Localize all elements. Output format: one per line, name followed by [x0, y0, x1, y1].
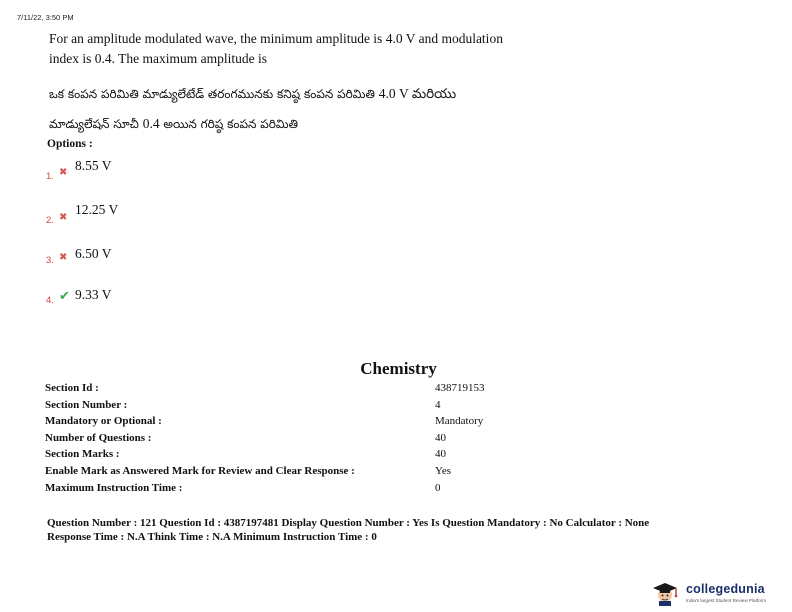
collegedunia-logo [646, 580, 792, 606]
cross-icon: ✖ [59, 252, 68, 263]
info-key: Maximum Instruction Time : [45, 481, 183, 494]
question-telugu-line-2 [49, 109, 574, 139]
cross-icon: ✖ [59, 167, 68, 178]
logo-tagline: India's largest Student Review Platform [686, 598, 767, 603]
option-text: 9.33 V [75, 287, 112, 302]
cross-icon: ✖ [59, 212, 68, 223]
options-label: Options : [47, 138, 93, 150]
option-number: 4. [46, 295, 54, 306]
info-key: Enable Mark as Answered Mark for Review and Clear Response : [45, 464, 355, 477]
question-telugu-line-1 [49, 79, 574, 109]
question-meta [47, 517, 747, 544]
option-number: 3. [46, 255, 54, 266]
option-text: 6.50 V [75, 246, 112, 261]
info-value: 4 [435, 398, 441, 411]
telugu-line-2-text-end: అయిన గరిష్ఠ కంపన పరిమితి [159, 117, 298, 131]
question-meta-line-1: Question Number : 121 Question Id : 4387197481 Display Question Number : Yes Is Question Mandatory : No Calculator : None [47, 517, 650, 529]
info-value: 0 [435, 481, 441, 494]
checkmark-icon: ✔ [59, 289, 70, 304]
info-key: Section Marks : [45, 448, 120, 461]
logo-brand-text: collegedunia [686, 582, 765, 596]
info-key: Mandatory or Optional : [45, 415, 162, 428]
telugu-line-2-text: మాడ్యులేషన్ సూచీ [49, 117, 143, 131]
question-meta-line-2: Response Time : N.A Think Time : N.A Minimum Instruction Time : 0 [47, 530, 377, 543]
info-key: Section Number : [45, 398, 128, 411]
info-key: Number of Questions : [45, 431, 152, 444]
telugu-line-2-value: 0.4 [142, 116, 160, 131]
option-number: 2. [46, 215, 54, 226]
question-text-telugu [49, 79, 574, 139]
info-key: Section Id : [45, 382, 99, 394]
telugu-line-1-text: ఒక కంపన పరిమితి మాడ్యులేటేడ్ తరంగమునకు కనిష్ఠ కంపన పరిమితి [49, 87, 379, 101]
option-text: 12.25 V [75, 202, 119, 217]
telugu-line-1-value: 4.0 V మరియు [378, 86, 457, 101]
info-value: Mandatory [435, 415, 484, 428]
info-value: 40 [435, 431, 446, 444]
info-value: Yes [435, 464, 452, 477]
question-text-english [49, 29, 574, 69]
question-english-line-2: index is 0.4. The maximum amplitude is [49, 51, 267, 66]
graduation-cap-icon [650, 580, 680, 606]
option-text: 8.55 V [75, 158, 112, 173]
print-timestamp: 7/11/22, 3:50 PM [17, 13, 74, 22]
section-title: Chemistry [360, 359, 437, 378]
question-english-line-1: For an amplitude modulated wave, the minimum amplitude is 4.0 V and modulation [49, 31, 503, 46]
info-value: 438719153 [435, 382, 485, 394]
option-number: 1. [46, 171, 54, 182]
info-value: 40 [435, 448, 446, 461]
